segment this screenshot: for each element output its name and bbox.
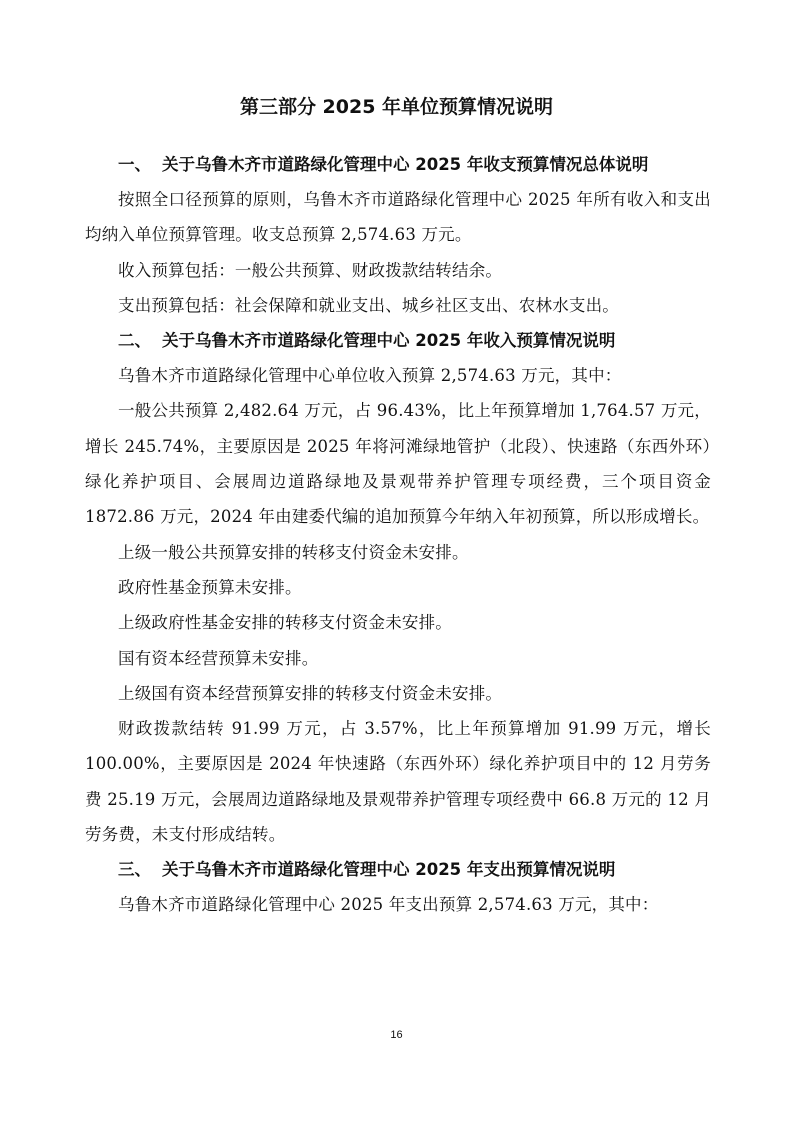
section-heading-2	[85, 323, 711, 358]
paragraph: 上级国有资本经营预算安排的转移支付资金未安排。	[118, 683, 503, 703]
section-number: 一、	[118, 155, 151, 174]
paragraph: 政府性基金预算未安排。	[118, 577, 302, 597]
section-heading-text: 关于乌鲁木齐市道路绿化管理中心 2025 年收支预算情况总体说明	[162, 155, 649, 174]
paragraph: 支出预算包括：社会保障和就业支出、城乡社区支出、农林水支出。	[118, 295, 619, 315]
section-heading-1	[85, 147, 711, 182]
page-number: 16	[390, 1029, 403, 1041]
paragraph: 财政拨款结转 91.99 万元，占 3.57%，比上年预算增加 91.99 万元，增长 100.00%，主要原因是 2024 年快速路（东西外环）绿化养护项目中的 12 月劳务费 25.19 万元，会展周边道路绿地及景观带养护管理专项经费中 66.8 万元的 12 月劳务费，未支付形成结转。	[85, 719, 711, 845]
document-body	[85, 147, 711, 923]
section-heading-text: 关于乌鲁木齐市道路绿化管理中心 2025 年支出预算情况说明	[162, 860, 616, 880]
section-number: 三、	[118, 860, 151, 880]
paragraph: 乌鲁木齐市道路绿化管理中心 2025 年支出预算 2,574.63 万元，其中：	[118, 895, 659, 915]
section-heading-3	[85, 852, 711, 887]
page-title: 第三部分 2025 年单位预算情况说明	[239, 96, 554, 118]
paragraph: 国有资本经营预算未安排。	[118, 648, 319, 668]
paragraph: 按照全口径预算的原则，乌鲁木齐市道路绿化管理中心 2025 年所有收入和支出均纳入单位预算管理。收支总预算 2,574.63 万元。	[85, 190, 711, 245]
paragraph: 乌鲁木齐市道路绿化管理中心单位收入预算 2,574.63 万元，其中：	[118, 366, 622, 386]
paragraph: 收入预算包括：一般公共预算、财政拨款结转结余。	[118, 260, 503, 280]
paragraph: 上级一般公共预算安排的转移支付资金未安排。	[118, 542, 469, 562]
paragraph: 上级政府性基金安排的转移支付资金未安排。	[118, 613, 452, 633]
paragraph: 一般公共预算 2,482.64 万元，占 96.43%，比上年预算增加 1,764.57 万元，增长 245.74%，主要原因是 2025 年将河滩绿地管护（北段）、快速路（东西外环）绿化养护项目、会展周边道路绿地及景观带养护管理专项经费，三个项目资金 1872.86 万元，2024 年由建委代编的追加预算今年纳入年初预算，所以形成增长。	[85, 401, 711, 527]
section-number: 二、	[118, 331, 151, 351]
section-heading-text: 关于乌鲁木齐市道路绿化管理中心 2025 年收入预算情况说明	[162, 331, 616, 351]
